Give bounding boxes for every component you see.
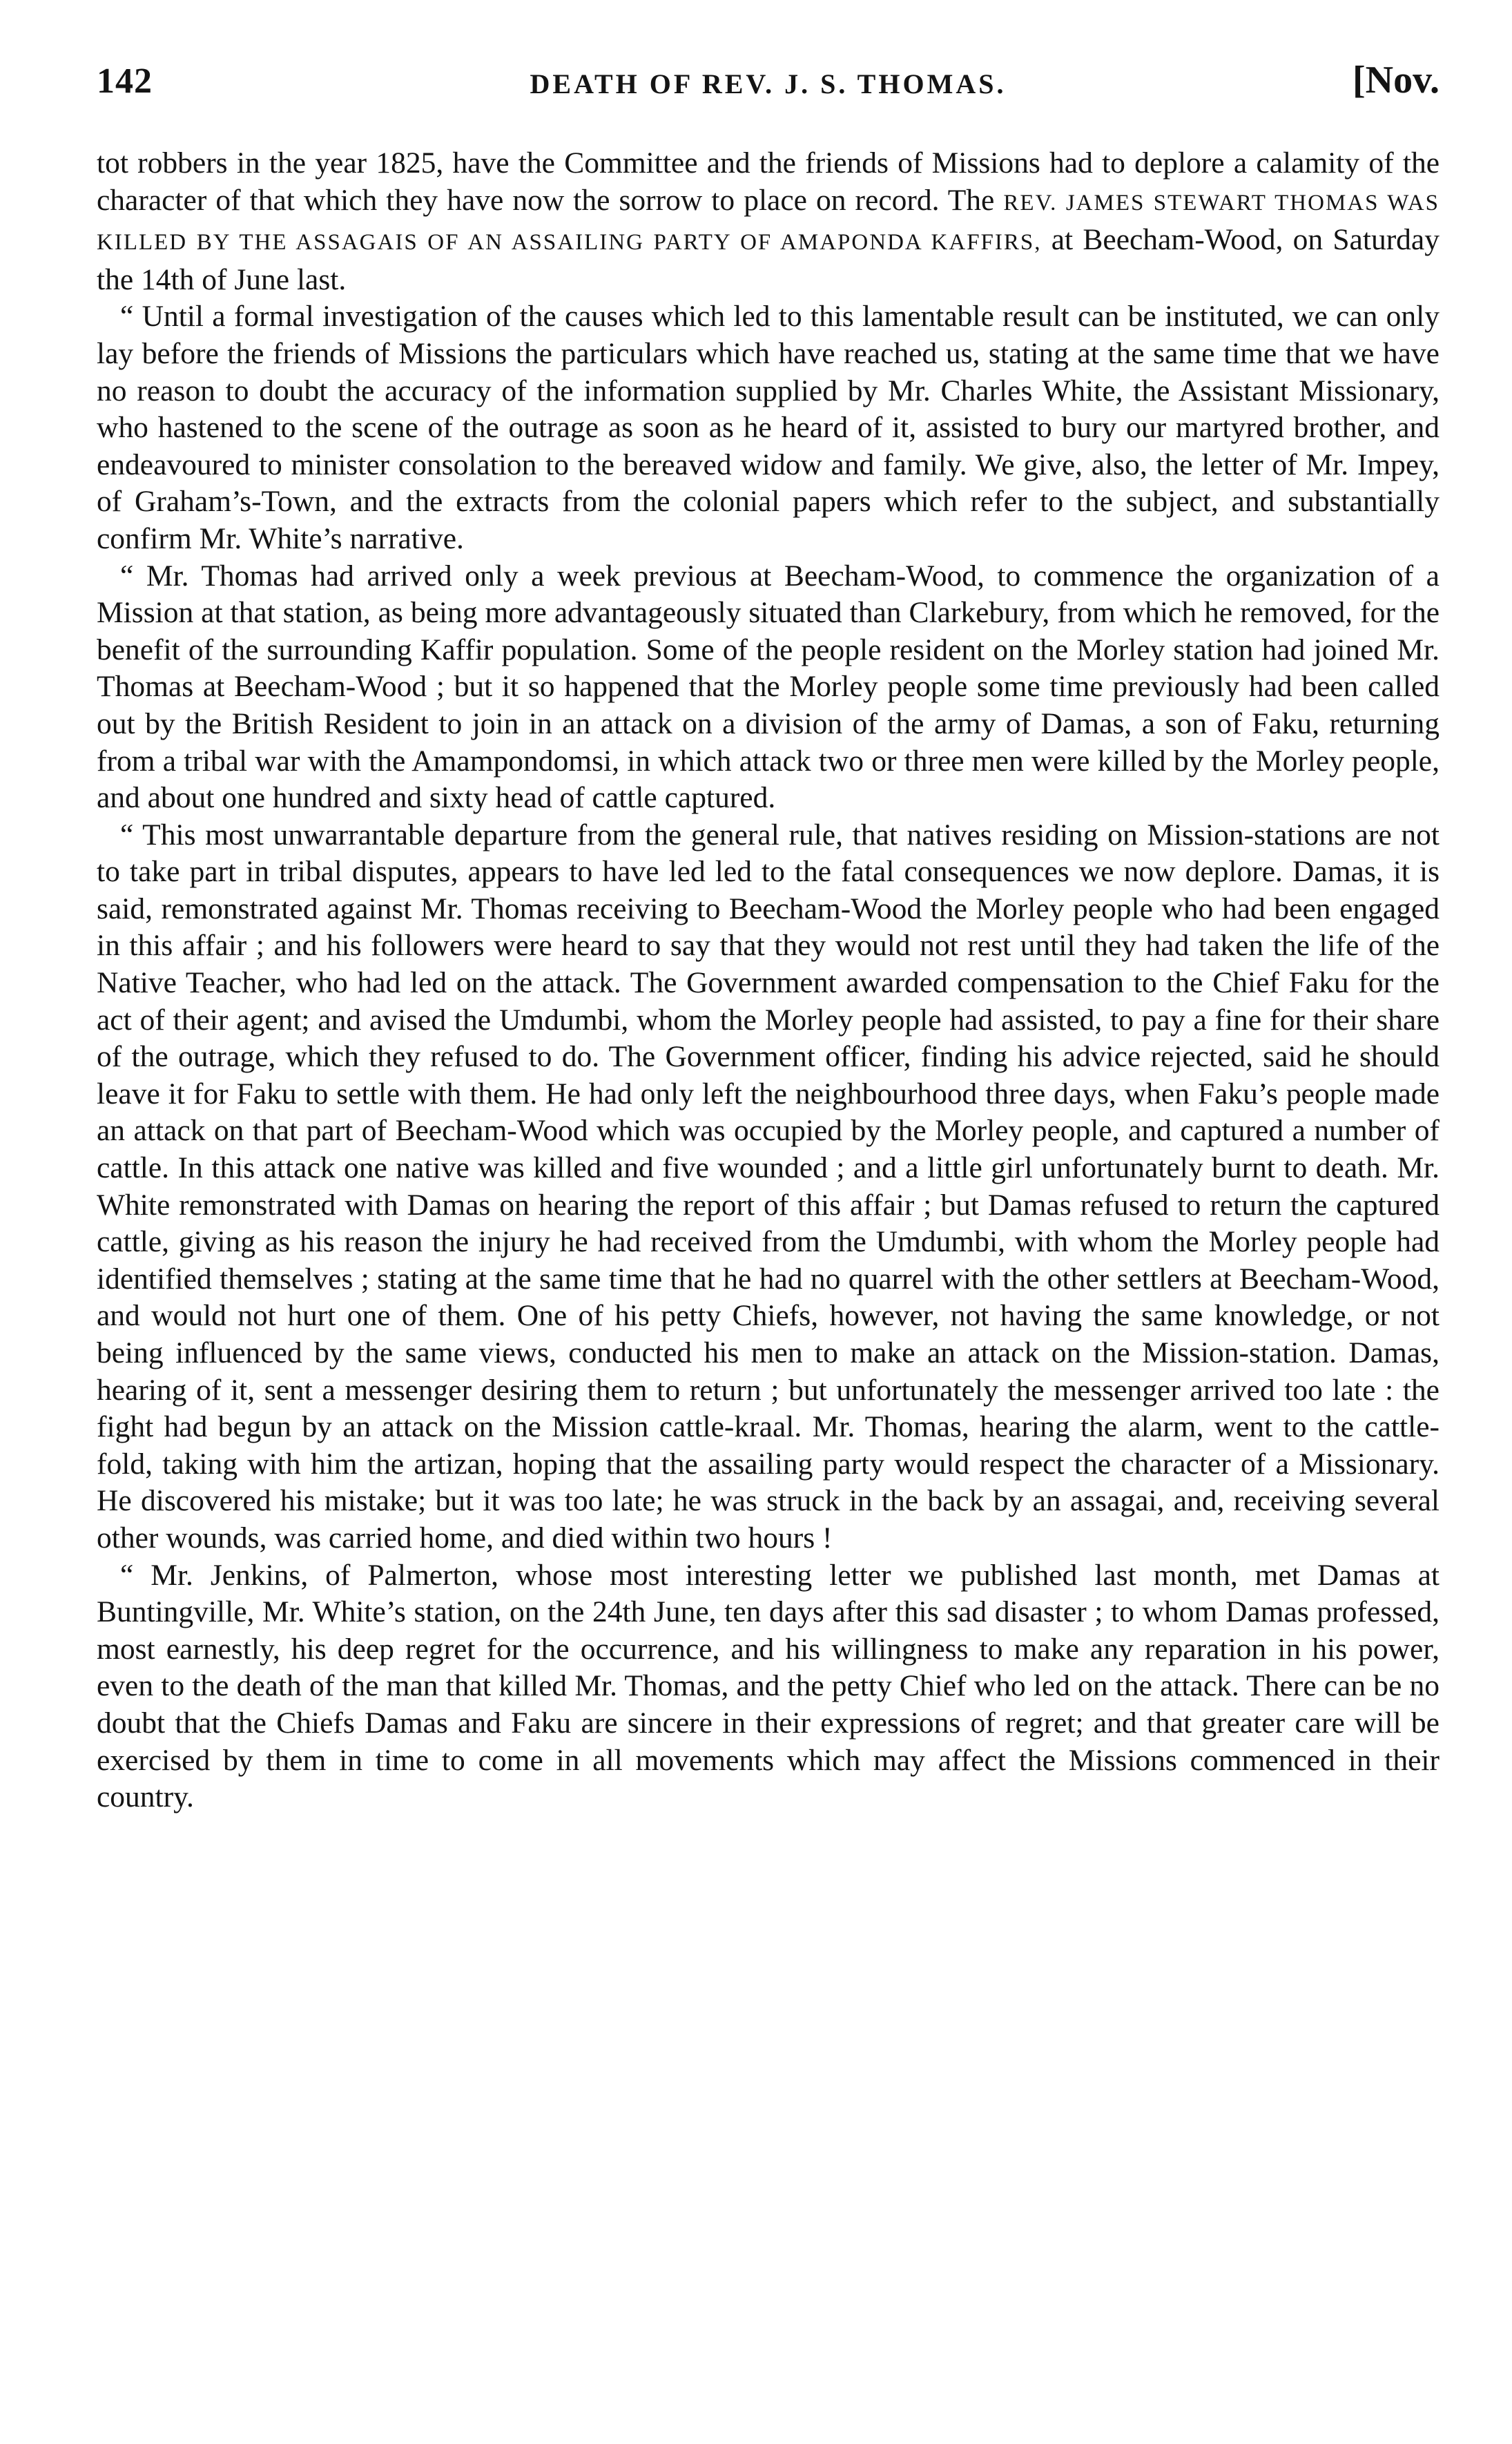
paragraph-5: “ Mr. Jenkins, of Palmerton, whose most interesting letter we published last month, met Damas at Buntingville, Mr. White’s station, on the 24th June, ten days after this sad disaster ; to whom Damas professed, most earnestly, his deep regret for the occurrence, and his willingness to make any reparation in his power, even to the death of the man that killed Mr. Thomas, and the petty Chief who led on the attack. There can be no doubt that the Chiefs Damas and Faku are sincere in their expressions of regret; and that greater care will be exercised by them in time to come in all movements which may affect the Missions commenced in their country. [97, 1558, 1440, 1814]
paragraph-4: “ This most unwarrantable departure from the general rule, that natives residing on Mission-stations are not to take part in tribal disputes, appears to have led led to the fatal consequences we now deplore. Damas, it is said, remonstrated against Mr. Thomas receiving to Beecham-Wood the Morley people who had been engaged in this affair ; and his followers were heard to say that they would not rest until they had taken the life of the Native Teacher, who had led on the attack. The Government awarded compensation to the Chief Faku for the act of their agent; and avised the Umdumbi, whom the Morley people had assisted, to pay a fine for their share of the outrage, which they refused to do. The Government officer, finding his advice rejected, said he should leave it for Faku to settle with them. He had only left the neighbourhood three days, when Faku’s people made an attack on that part of Beecham-Wood which was occupied by the Morley people, and captured a number of cattle. In this attack one native was killed and five wounded ; and a little girl unfortunately burnt to death. Mr. White remonstrated with Damas on hearing the report of this affair ; but Damas refused to return the captured cattle, giving as his reason the injury he had received from the Umdumbi, with whom the Morley people had identified themselves ; stating at the same time that he had no quarrel with the other settlers at Beecham-Wood, and would not hurt one of them. One of his petty Chiefs, however, not having the same knowledge, or not being influenced by the same views, conducted his men to make an attack on the Mission-station. Damas, hearing of it, sent a messenger desiring them to return ; but unfortunately the messenger arrived too late : the fight had begun by an attack on the Mission cattle-kraal. Mr. Thomas, hearing the alarm, went to the cattle-fold, taking with him the artizan, hoping that the assailing party would respect the character of a Missionary. He discovered his mistake; but it was too late; he was struck in the back by an assagai, and, receiving several other wounds, was carried home, and died within two hours ! [97, 818, 1440, 1555]
article-body [97, 145, 1440, 1816]
running-title: DEATH OF REV. J. S. THOMAS. [530, 68, 1007, 99]
paragraph-1-small-caps: REV. JAMES STEWART THOMAS WAS KILLED BY THE ASSAGAIS OF AN ASSAILING PARTY OF AMAPONDA KAFFIRS, [97, 190, 1440, 256]
page-number: 142 [97, 61, 153, 101]
running-head-month: [Nov. [1353, 59, 1440, 102]
paragraph-2: “ Until a formal investigation of the causes which led to this lamentable result can be instituted, we can only lay before the friends of Missions the particulars which have reached us, stating at the same time that we have no reason to doubt the accuracy of the information supplied by Mr. Charles White, the Assistant Missionary, who hastened to the scene of the outrage as soon as he heard of it, assisted to bury our martyred brother, and endeavoured to minister consolation to the bereaved widow and family. We give, also, the letter of Mr. Impey, of Graham’s-Town, and the extracts from the colonial papers which refer to the subject, and substantially confirm Mr. White’s narrative. [97, 300, 1440, 555]
paragraph-1-opening: tot robbers in the year 1825, have the Committee and the friends of Missions had to deplore a calamity of the character of that which they have now the sorrow to place on record. The [97, 146, 1440, 217]
paragraph-3: “ Mr. Thomas had arrived only a week previous at Beecham-Wood, to commence the organization of a Mission at that station, as being more advantageously situated than Clarkebury, from which he removed, for the benefit of the surrounding Kaffir population. Some of the people resident on the Morley station had joined Mr. Thomas at Beecham-Wood ; but it so happened that the Morley people some time previously had been called out by the British Resident to join in an attack on a division of the army of Damas, a son of Faku, returning from a tribal war with the Amampondomsi, in which attack two or three men were killed by the Morley people, and about one hundred and sixty head of cattle captured. [97, 559, 1440, 815]
running-head [97, 55, 1440, 110]
paragraph-1 [97, 145, 1440, 298]
paragraph-1-closing: at Beecham-Wood, on Saturday the 14th of June last. [97, 223, 1440, 296]
